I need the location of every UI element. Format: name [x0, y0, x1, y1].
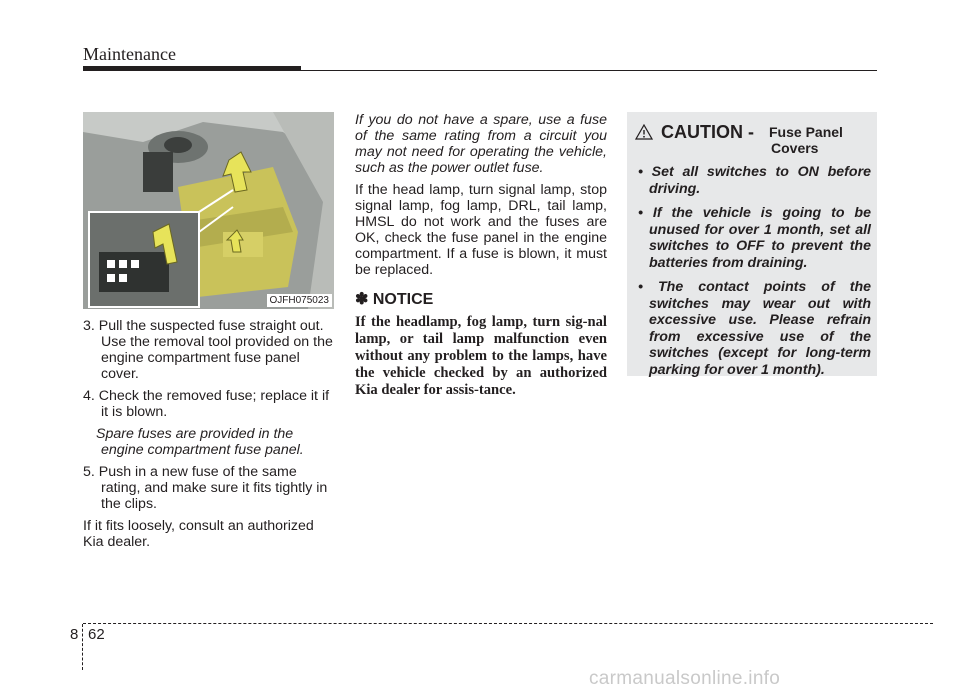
header-bar	[83, 66, 301, 71]
fuse-panel-illustration	[83, 112, 334, 309]
closing-paragraph: If it fits loosely, consult an authorized Kia dealer.	[83, 518, 314, 550]
caution-item-text: Set all switches to ON before driving.	[649, 164, 871, 197]
watermark: carmanualsonline.info	[589, 668, 781, 689]
step-3: 3. Pull the suspected fuse straight out. Use the removal tool provided on the engine compartment fuse panel cover.	[83, 318, 333, 382]
chapter-number: 8	[70, 626, 79, 643]
footer-divider	[82, 624, 83, 670]
caution-list	[635, 164, 871, 386]
caution-box	[627, 112, 877, 376]
caution-item-text: The contact points of the switches may wear out with excessive use. Please refrain from excessive use of the switches (except for long-term parking for over 1 month).	[649, 279, 871, 378]
caution-title: CAUTION -	[661, 122, 754, 142]
spare-fuse-note: Spare fuses are provided in the engine compartment fuse panel.	[96, 426, 304, 458]
header-rule	[301, 70, 877, 71]
caution-subtitle-line2: Covers	[771, 140, 819, 156]
page-number: 62	[88, 626, 105, 643]
step-4: 4. Check the removed fuse; replace it if it is blown.	[83, 388, 330, 420]
engine-compartment-photo	[83, 112, 334, 309]
caution-item: • The contact points of the switches may wear out with excessive use. Please refrain from excessive use of the switches (except for long-term parking for over 1 month).	[638, 279, 871, 378]
notice-heading: ✽ NOTICE	[355, 291, 434, 308]
caution-item-text: If the vehicle is going to be unused for over 1 month, set all switches to OFF to prevent the batteries from draining.	[649, 205, 871, 271]
caution-item: • Set all switches to ON before driving.	[638, 164, 871, 197]
caution-subtitle: Fuse Panel	[769, 124, 843, 140]
warning-triangle-icon	[635, 124, 653, 140]
figure-code: OJFH075023	[267, 294, 332, 307]
notice-body: If the headlamp, fog lamp, turn sig-nal lamp, or tail lamp malfunction even without any problem to the lamps, have the vehicle checked by an authorized Kia dealer for assis-tance.	[355, 314, 607, 398]
caution-item: • If the vehicle is going to be unused for over 1 month, set all switches to OFF to prevent the batteries from draining.	[638, 205, 871, 271]
step-5: 5. Push in a new fuse of the same rating, and make sure it fits tightly in the clips.	[83, 464, 328, 512]
left-column	[83, 318, 335, 556]
spare-advice-paragraph: If you do not have a spare, use a fuse of the same rating from a circuit you may not need for operating the vehicle, such as the power outlet fuse.	[355, 112, 607, 176]
middle-column	[355, 112, 607, 399]
lamp-check-paragraph: If the head lamp, turn signal lamp, stop signal lamp, fog lamp, DRL, tail lamp, HMSL do not work and the fuses are OK, check the fuse panel in the engine compartment. If a fuse is blown, it must be replaced.	[355, 182, 607, 278]
page-header-title: Maintenance	[83, 44, 176, 64]
footer-rule	[83, 623, 933, 624]
